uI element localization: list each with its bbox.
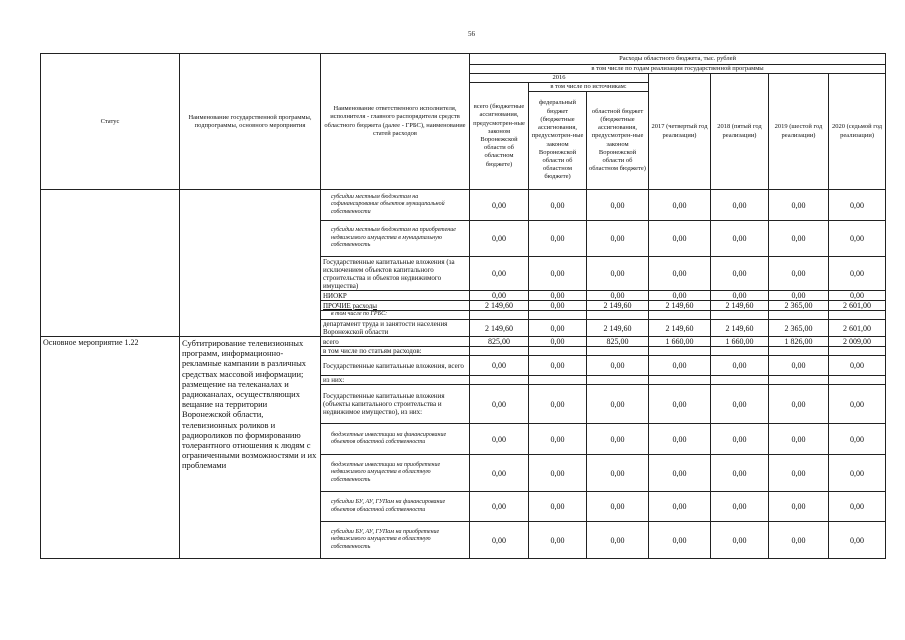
value-cell: 0,00 — [829, 190, 886, 221]
page-number: 56 — [468, 30, 475, 38]
value-cell: 0,00 — [649, 221, 711, 257]
expense-item: всего — [321, 337, 470, 347]
value-cell: 0,00 — [769, 356, 829, 376]
value-cell: 0,00 — [529, 257, 587, 291]
value-cell: 0,00 — [769, 424, 829, 455]
value-cell: 0,00 — [470, 385, 529, 424]
value-cell: 0,00 — [470, 492, 529, 522]
value-cell: 0,00 — [587, 385, 649, 424]
value-cell: 2 149,60 — [470, 301, 529, 311]
header-2020: 2020 (седьмой год реализации) — [829, 74, 886, 190]
value-cell: 0,00 — [529, 301, 587, 311]
value-cell: 0,00 — [587, 257, 649, 291]
value-cell: 0,00 — [649, 257, 711, 291]
value-cell — [529, 376, 587, 385]
value-cell — [587, 376, 649, 385]
value-cell: 0,00 — [587, 291, 649, 301]
value-cell — [470, 376, 529, 385]
value-cell — [529, 311, 587, 320]
value-cell: 0,00 — [587, 221, 649, 257]
value-cell: 2 601,00 — [829, 301, 886, 311]
value-cell — [711, 347, 769, 356]
value-cell: 0,00 — [529, 337, 587, 347]
value-cell: 0,00 — [769, 455, 829, 492]
value-cell: 0,00 — [649, 424, 711, 455]
program-cell-empty — [180, 190, 321, 337]
value-cell: 0,00 — [769, 190, 829, 221]
value-cell: 2 149,60 — [649, 301, 711, 311]
value-cell — [587, 311, 649, 320]
value-cell — [769, 347, 829, 356]
value-cell: 0,00 — [587, 492, 649, 522]
value-cell — [649, 347, 711, 356]
value-cell: 0,00 — [649, 455, 711, 492]
value-cell: 0,00 — [470, 190, 529, 221]
value-cell: 0,00 — [711, 385, 769, 424]
value-cell: 0,00 — [587, 190, 649, 221]
value-cell: 0,00 — [529, 492, 587, 522]
value-cell: 0,00 — [649, 492, 711, 522]
value-cell: 0,00 — [829, 257, 886, 291]
value-cell: 0,00 — [829, 291, 886, 301]
value-cell — [470, 347, 529, 356]
value-cell: 0,00 — [529, 320, 587, 337]
value-cell: 2 149,60 — [587, 320, 649, 337]
value-cell: 0,00 — [649, 291, 711, 301]
expense-item: субсидии БУ, АУ, ГУПам на финансирование объектов областной собственности — [321, 492, 470, 522]
value-cell: 0,00 — [769, 257, 829, 291]
value-cell: 0,00 — [711, 424, 769, 455]
value-cell: 1 826,00 — [769, 337, 829, 347]
value-cell: 0,00 — [711, 522, 769, 559]
value-cell — [829, 311, 886, 320]
value-cell: 0,00 — [470, 424, 529, 455]
value-cell: 0,00 — [769, 291, 829, 301]
value-cell: 0,00 — [711, 492, 769, 522]
value-cell: 0,00 — [470, 257, 529, 291]
header-by-years: в том числе по годам реализации государственной программы — [470, 65, 886, 74]
budget-table — [40, 53, 886, 559]
value-cell — [711, 376, 769, 385]
header-2017: 2017 (четвертый год реализации) — [649, 74, 711, 190]
value-cell: 0,00 — [829, 492, 886, 522]
header-incl-sources: в том числе по источникам: — [529, 83, 649, 92]
value-cell: 1 660,00 — [649, 337, 711, 347]
expense-item: в том числе по статьям расходов: — [321, 347, 470, 356]
header-status: Статус — [41, 54, 180, 190]
value-cell: 0,00 — [829, 221, 886, 257]
expense-item: бюджетные инвестиции на приобретение недвижимого имущества в областную собственность — [321, 455, 470, 492]
header-year-2016: 2016 — [470, 74, 649, 83]
table-header — [41, 54, 886, 190]
value-cell — [769, 376, 829, 385]
expense-item: субсидии местным бюджетам на софинансирование объектов муниципальной собственности — [321, 190, 470, 221]
value-cell — [649, 376, 711, 385]
value-cell: 0,00 — [529, 522, 587, 559]
header-2019: 2019 (шестой год реализации) — [769, 74, 829, 190]
expense-item: Государственные капитальные вложения, всего — [321, 356, 470, 376]
value-cell — [587, 347, 649, 356]
value-cell: 0,00 — [769, 385, 829, 424]
value-cell: 0,00 — [470, 522, 529, 559]
value-cell: 0,00 — [587, 455, 649, 492]
expense-item: департамент труда и занятости населения Воронежской области — [321, 320, 470, 337]
value-cell: 0,00 — [711, 291, 769, 301]
measure-name: Субтитрирование телевизионных программ, информационно-рекламные кампании в различных средствах массовой информации; размещение на телеканалах и радиоканалах, осуществляющих вещание на территории Воронежской области, телевизионных роликов и радиороликов по формированию толерантного отношения к людям с ограниченными возможностями и их проблемами — [180, 337, 321, 559]
table-row — [41, 190, 886, 221]
value-cell: 1 660,00 — [711, 337, 769, 347]
value-cell: 0,00 — [711, 190, 769, 221]
value-cell: 0,00 — [769, 221, 829, 257]
header-2018: 2018 (пятый год реализации) — [711, 74, 769, 190]
value-cell: 0,00 — [529, 424, 587, 455]
value-cell: 0,00 — [711, 257, 769, 291]
header-expenses: Расходы областного бюджета, тыс. рублей — [470, 54, 886, 65]
header-executor: Наименование ответственного исполнителя, исполнителя - главного распорядителя средств областного бюджета (далее - ГРБС), наименование статей расходов — [321, 54, 470, 190]
value-cell: 0,00 — [529, 190, 587, 221]
value-cell: 0,00 — [470, 455, 529, 492]
value-cell: 0,00 — [649, 356, 711, 376]
expense-item: ПРОЧИЕ расходы — [321, 301, 470, 311]
value-cell: 0,00 — [529, 356, 587, 376]
expense-item: субсидии местным бюджетам на приобретение недвижимого имущества в муниципальную собственность — [321, 221, 470, 257]
value-cell: 0,00 — [587, 424, 649, 455]
value-cell: 2 601,00 — [829, 320, 886, 337]
value-cell — [829, 376, 886, 385]
value-cell: 0,00 — [829, 455, 886, 492]
value-cell: 0,00 — [587, 522, 649, 559]
expense-item: НИОКР — [321, 291, 470, 301]
expense-item: Государственные капитальные вложения (объекты капитального строительства и недвижимое имущество), из них: — [321, 385, 470, 424]
value-cell: 2 149,60 — [711, 320, 769, 337]
value-cell: 0,00 — [829, 424, 886, 455]
value-cell: 0,00 — [649, 385, 711, 424]
expense-item: из них: — [321, 376, 470, 385]
value-cell: 0,00 — [529, 291, 587, 301]
header-regional: областной бюджет (бюджетные ассигнования, предусмотрен-ные законом Воронежской области об областном бюджете) — [587, 92, 649, 190]
value-cell: 0,00 — [529, 221, 587, 257]
value-cell: 2 365,00 — [769, 301, 829, 311]
value-cell: 2 009,00 — [829, 337, 886, 347]
value-cell: 2 149,60 — [649, 320, 711, 337]
value-cell — [470, 311, 529, 320]
value-cell — [649, 311, 711, 320]
value-cell: 0,00 — [711, 356, 769, 376]
expense-item: в том числе по ГРБС: — [321, 311, 470, 320]
value-cell: 825,00 — [587, 337, 649, 347]
table-body — [41, 190, 886, 559]
value-cell: 0,00 — [587, 356, 649, 376]
value-cell: 2 149,60 — [470, 320, 529, 337]
status-cell-empty — [41, 190, 180, 337]
value-cell: 0,00 — [711, 455, 769, 492]
value-cell — [711, 311, 769, 320]
value-cell: 0,00 — [649, 190, 711, 221]
value-cell: 0,00 — [470, 356, 529, 376]
value-cell: 0,00 — [769, 492, 829, 522]
value-cell: 0,00 — [829, 522, 886, 559]
header-total: всего (бюджетные ассигнования, предусмотрен-ные законом Воронежской области об областном бюджете) — [470, 83, 529, 190]
value-cell — [529, 347, 587, 356]
header-program: Наименование государственной программы, подпрограммы, основного мероприятия — [180, 54, 321, 190]
value-cell: 0,00 — [711, 221, 769, 257]
value-cell: 2 149,60 — [711, 301, 769, 311]
expense-item: Государственные капитальные вложения (за исключением объектов капитального строительства и объектов недвижимого имущества) — [321, 257, 470, 291]
value-cell: 2 149,60 — [587, 301, 649, 311]
value-cell: 0,00 — [470, 221, 529, 257]
value-cell: 0,00 — [529, 385, 587, 424]
value-cell: 0,00 — [470, 291, 529, 301]
table-row — [41, 337, 886, 347]
value-cell: 0,00 — [769, 522, 829, 559]
measure-status: Основное мероприятие 1.22 — [41, 337, 180, 559]
value-cell: 0,00 — [529, 455, 587, 492]
value-cell: 0,00 — [829, 385, 886, 424]
value-cell: 825,00 — [470, 337, 529, 347]
expense-item: субсидии БУ, АУ, ГУПам на приобретение недвижимого имущества в областную собственность — [321, 522, 470, 559]
value-cell — [829, 347, 886, 356]
value-cell — [769, 311, 829, 320]
value-cell: 2 365,00 — [769, 320, 829, 337]
value-cell: 0,00 — [829, 356, 886, 376]
expense-item: бюджетные инвестиции на финансирование объектов областной собственности — [321, 424, 470, 455]
header-federal: федеральный бюджет (бюджетные ассигнования, предусмотрен-ные законом Воронежской области об областном бюджете) — [529, 92, 587, 190]
value-cell: 0,00 — [649, 522, 711, 559]
